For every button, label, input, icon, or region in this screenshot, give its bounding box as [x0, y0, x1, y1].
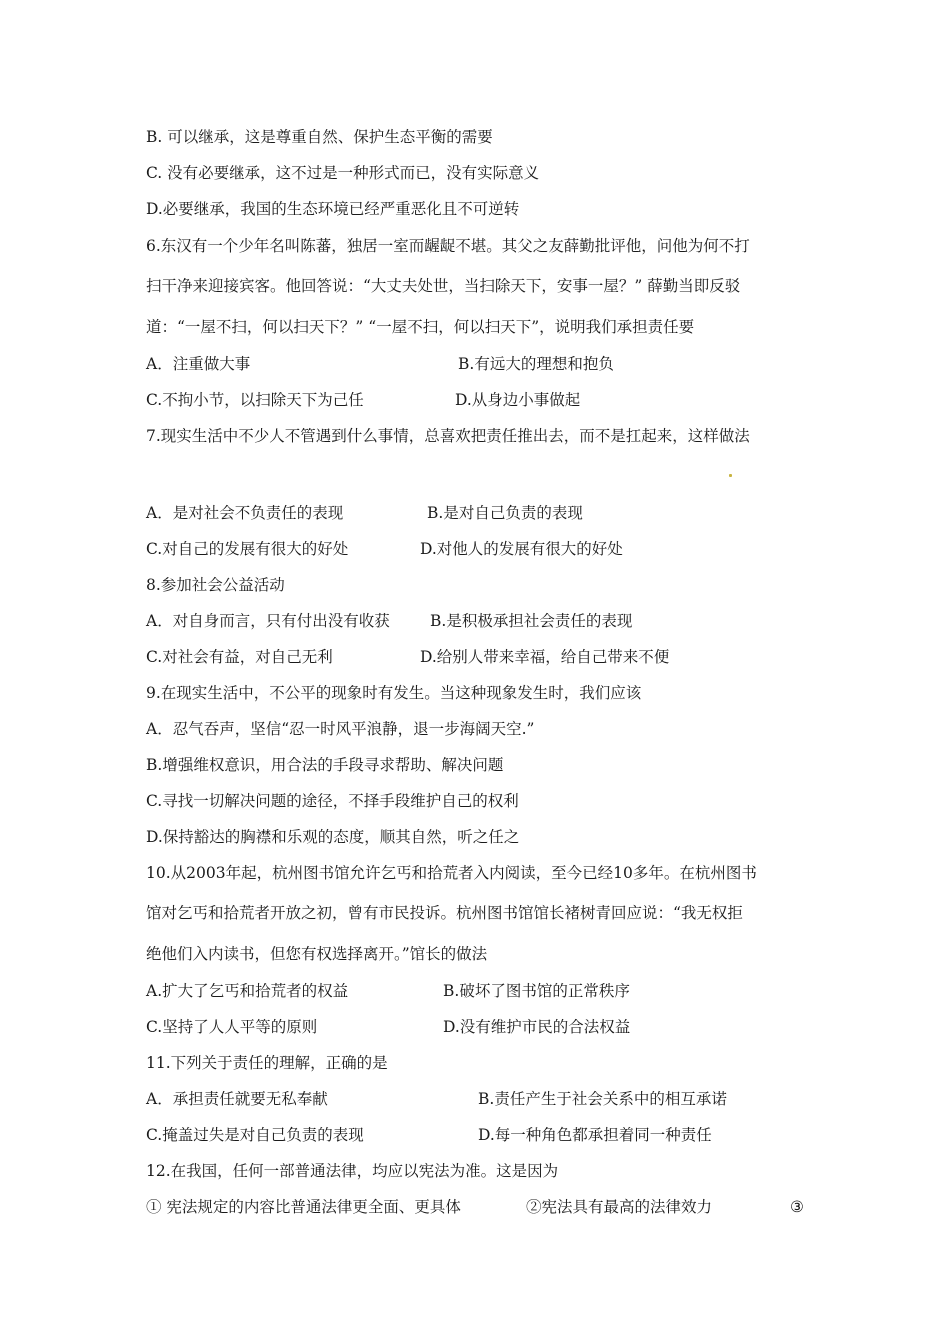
statement-12-3: ③	[790, 1198, 804, 1216]
question-7: 7.现实生活中不少人不管遇到什么事情，总喜欢把责任推出去，而不是扛起来，这样做法	[146, 427, 750, 445]
option-5b: B. 可以继承，这是尊重自然、保护生态平衡的需要	[146, 128, 493, 146]
option-9d: D.保持豁达的胸襟和乐观的态度，顺其自然，听之任之	[146, 828, 520, 846]
option-9c: C.寻找一切解决问题的途径，不择手段维护自己的权利	[146, 792, 519, 810]
question-10-line-2: 馆对乞丐和拾荒者开放之初，曾有市民投诉。杭州图书馆馆长褚树青回应说：“我无权拒	[146, 904, 743, 922]
option-8a: A．对自身而言，只有付出没有收获	[146, 612, 390, 630]
scan-speck	[729, 474, 732, 477]
question-6-line-1: 6.东汉有一个少年名叫陈蕃，独居一室而龌龊不堪。其父之友薛勤批评他，问他为何不打	[146, 237, 750, 255]
question-10-line-1: 10.从2003年起，杭州图书馆允许乞丐和拾荒者入内阅读，至今已经10多年。在杭州图书	[146, 864, 757, 882]
option-10a: A.扩大了乞丐和拾荒者的权益	[146, 982, 349, 1000]
option-7b: B.是对自己负责的表现	[427, 504, 583, 522]
question-6-line-2: 扫干净来迎接宾客。他回答说：“大丈夫处世，当扫除天下，安事一屋？” 薛勤当即反驳	[146, 277, 741, 295]
option-10c: C.坚持了人人平等的原则	[146, 1018, 318, 1036]
option-10b: B.破坏了图书馆的正常秩序	[443, 982, 630, 1000]
option-6a: A．注重做大事	[146, 355, 251, 373]
question-6-line-3: 道：“一屋不扫，何以扫天下？” “一屋不扫，何以扫天下”，说明我们承担责任要	[146, 318, 695, 336]
option-5c: C. 没有必要继承，这不过是一种形式而已，没有实际意义	[146, 164, 540, 182]
option-11d: D.每一种角色都承担着同一种责任	[478, 1126, 712, 1144]
option-8d: D.给别人带来幸福，给自己带来不便	[420, 648, 670, 666]
question-8: 8.参加社会公益活动	[146, 576, 285, 594]
question-11: 11.下列关于责任的理解，正确的是	[146, 1054, 388, 1072]
option-6c: C.不拘小节，以扫除天下为己任	[146, 391, 364, 409]
statement-12-1: ① 宪法规定的内容比普通法律更全面、更具体	[146, 1198, 461, 1216]
option-11a: A．承担责任就要无私奉献	[146, 1090, 328, 1108]
option-9a: A．忍气吞声，坚信“忍一时风平浪静，退一步海阔天空.”	[146, 720, 535, 738]
option-6b: B.有远大的理想和抱负	[458, 355, 614, 373]
question-12: 12.在我国，任何一部普通法律，均应以宪法为准。这是因为	[146, 1162, 559, 1180]
option-6d: D.从身边小事做起	[455, 391, 581, 409]
option-8b: B.是积极承担社会责任的表现	[430, 612, 633, 630]
question-9: 9.在现实生活中，不公平的现象时有发生。当这种现象发生时，我们应该	[146, 684, 642, 702]
question-10-line-3: 绝他们入内读书，但您有权选择离开。”馆长的做法	[146, 945, 488, 963]
option-10d: D.没有维护市民的合法权益	[443, 1018, 631, 1036]
option-7a: A．是对社会不负责任的表现	[146, 504, 344, 522]
option-7d: D.对他人的发展有很大的好处	[420, 540, 623, 558]
option-11c: C.掩盖过失是对自己负责的表现	[146, 1126, 364, 1144]
option-9b: B.增强维权意识，用合法的手段寻求帮助、解决问题	[146, 756, 504, 774]
option-7c: C.对自己的发展有很大的好处	[146, 540, 349, 558]
option-11b: B.责任产生于社会关系中的相互承诺	[478, 1090, 727, 1108]
option-8c: C.对社会有益，对自己无利	[146, 648, 333, 666]
option-5d: D.必要继承，我国的生态环境已经严重恶化且不可逆转	[146, 200, 520, 218]
statement-12-2: ②宪法具有最高的法律效力	[526, 1198, 713, 1216]
